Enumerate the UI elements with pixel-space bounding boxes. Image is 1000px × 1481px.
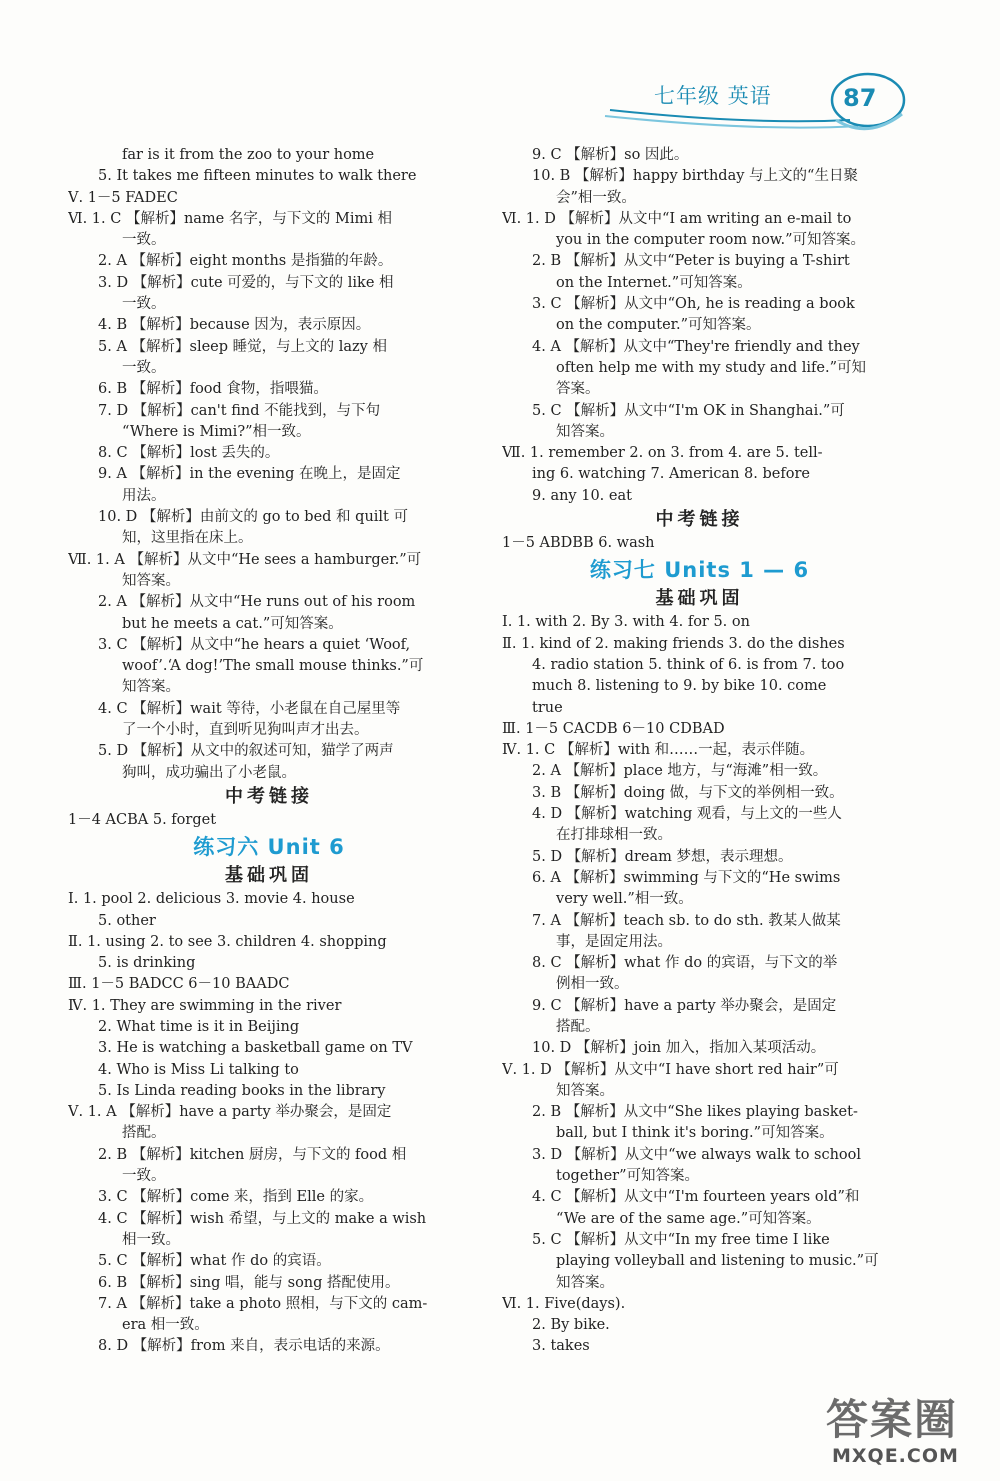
answer-line: 一致。 [122,232,166,249]
answer-line: 5. is drinking [98,955,196,972]
answer-line: Ⅱ. 1. kind of 2. making friends 3. do the dishes [502,635,845,652]
answer-line: Ⅳ. 1. They are swimming in the river [68,997,342,1014]
answer-line: 9. A 【解析】in the evening 在晚上，是固定 [98,466,401,483]
answer-line: together”可知答案。 [556,1168,700,1185]
answer-line: 搭配。 [556,1018,600,1035]
right-column [502,145,897,1358]
answer-line: 事，是固定用法。 [556,933,672,950]
answer-line: 1－4 ACBA 5. forget [68,811,217,828]
answer-line: 10. D 【解析】join 加入，指加入某项活动。 [532,1040,826,1057]
answer-line: 了一个小时，直到听见狗叫声才出去。 [122,722,369,739]
answer-line: 4. C 【解析】wish 希望，与上文的 make a wish [98,1210,427,1227]
answer-line: 知答案。 [556,423,614,440]
answer-line: Ⅰ. 1. with 2. By 3. with 4. for 5. on [502,614,750,631]
answer-line: very well.”相一致。 [556,891,693,908]
exercise-title: 练习六 Unit 6 [193,835,345,860]
answer-line: Ⅵ. 1. Five(days). [502,1295,626,1312]
answer-line: 3. D 【解析】从文中“we always walk to school [532,1146,862,1163]
answer-line: 5. C 【解析】what 作 do 的宾语。 [98,1253,331,1270]
answer-line: Ⅵ. 1. C 【解析】name 名字，与下文的 Mimi 相 [68,210,392,227]
answer-line: you in the computer room now.”可知答案。 [556,232,866,249]
answer-line: Ⅴ. 1. A 【解析】have a party 举办聚会，是固定 [68,1104,392,1121]
answer-line: 4. A 【解析】从文中“They're friendly and they [532,338,860,355]
answer-line: 4. radio station 5. think of 6. is from 7. too [532,656,845,673]
watermark-logo [820,1385,990,1475]
answer-line: 6. A 【解析】swimming 与下文的“He swims [532,869,841,886]
answer-line: far is it from the zoo to your home [122,147,375,163]
section-heading: 基础巩固 [225,865,313,887]
answer-line: 会”相一致。 [556,189,636,206]
answer-line: 一致。 [122,359,166,376]
answer-line: Ⅰ. 1. pool 2. delicious 3. movie 4. house [68,891,355,908]
watermark-cn: 答案圈 [826,1395,959,1444]
answer-line: 9. C 【解析】have a party 举办聚会，是固定 [532,997,837,1014]
answer-line: Ⅲ. 1－5 BADCC 6－10 BAADC [68,976,290,993]
answer-line: ing 6. watching 7. American 8. before [532,466,810,483]
answer-line: Ⅶ. 1. remember 2. on 3. from 4. are 5. tell- [502,445,823,462]
answer-line: 一致。 [122,1168,166,1185]
answer-line: 2. A 【解析】从文中“He runs out of his room [98,594,416,611]
answer-line: 用法。 [122,487,166,504]
answer-line: 10. D 【解析】由前文的 go to bed 和 quilt 可 [98,509,408,526]
answer-line: often help me with my study and life.”可知 [556,359,867,376]
answer-line: 5. A 【解析】sleep 睡觉，与上文的 lazy 相 [98,338,387,355]
answer-line: 8. C 【解析】what 作 do 的宾语，与下文的举 [532,955,838,972]
answer-line: 2. A 【解析】eight months 是指猫的年龄。 [98,253,393,270]
answer-line: 2. B 【解析】kitchen 厨房，与下文的 food 相 [98,1146,407,1163]
answer-line: 答案。 [556,381,600,398]
answer-line: 5. It takes me fifteen minutes to walk there [98,168,417,185]
answer-line: woof’.‘A dog!’The small mouse thinks.”可 [122,658,424,675]
answer-line: on the Internet.”可知答案。 [556,274,752,291]
answer-line: Ⅱ. 1. using 2. to see 3. children 4. shopping [68,933,387,950]
answer-line: much 8. listening to 9. by bike 10. come [532,678,827,695]
answer-line: 4. B 【解析】because 因为，表示原因。 [98,317,371,334]
answer-line: 9. any 10. eat [532,487,632,504]
answer-line: 4. C 【解析】从文中“I'm fourteen years old”和 [532,1189,860,1206]
answer-line: 5. other [98,912,156,929]
answer-line: 例相一致。 [556,976,629,993]
answer-line: 8. D 【解析】from 来自，表示电话的来源。 [98,1338,390,1355]
answer-line: 9. C 【解析】so 因此。 [532,147,689,163]
answer-line: on the computer.”可知答案。 [556,317,761,334]
answer-line: Ⅶ. 1. A 【解析】从文中“He sees a hamburger.”可 [68,551,422,568]
answer-line: Ⅴ. 1. D 【解析】从文中“I have short red hair”可 [502,1061,839,1078]
answer-line: 知答案。 [122,679,180,696]
answer-line: 3. B 【解析】doing 做，与下文的举例相一致。 [532,784,844,801]
answer-line: 相一致。 [122,1231,180,1248]
answer-line: 知，这里指在床上。 [122,530,253,547]
answer-line: 3. C 【解析】从文中“he hears a quiet ‘Woof, [98,636,411,653]
answer-line: 3. D 【解析】cute 可爱的，与下文的 like 相 [98,274,394,291]
page-header [600,70,940,145]
answer-line: 4. C 【解析】wait 等待，小老鼠在自己屋里等 [98,700,401,717]
answer-line: 5. Is Linda reading books in the library [98,1082,386,1099]
answer-line: 3. takes [532,1338,590,1355]
answer-line: 8. C 【解析】lost 丢失的。 [98,445,280,462]
answer-line: 5. D 【解析】从文中的叙述可知，猫学了两声 [98,743,394,760]
exercise-title: 练习七 Units 1 — 6 [589,558,810,583]
page-number: 87 [843,84,877,112]
answer-line: 在打排球相一致。 [556,827,672,844]
answer-line: 搭配。 [122,1125,166,1142]
answer-line: playing volleyball and listening to music.”可 [556,1253,879,1270]
answer-line: 3. C 【解析】come 来，指到 Elle 的家。 [98,1189,374,1206]
answer-line: era 相一致。 [122,1317,209,1334]
section-heading: 中考链接 [225,785,313,807]
answer-line: 4. Who is Miss Li talking to [98,1061,299,1078]
answer-line: 7. A 【解析】take a photo 照相，与下文的 cam- [98,1295,428,1312]
answer-line: but he meets a cat.”可知答案。 [122,615,343,632]
answer-line: 7. A 【解析】teach sb. to do sth. 教某人做某 [532,912,841,929]
answer-line: Ⅲ. 1－5 CACDB 6－10 CDBAD [502,720,725,737]
answer-line: 2. What time is it in Beijing [98,1018,300,1035]
left-column [68,145,470,1358]
answer-line: 5. C 【解析】从文中“In my free time I like [532,1231,830,1248]
answer-line: 2. B 【解析】从文中“She likes playing basket- [532,1104,858,1121]
answer-line: “Where is Mimi?”相一致。 [122,423,311,440]
answer-line: 知答案。 [556,1082,614,1099]
answer-line: Ⅴ. 1－5 FADEC [68,189,178,206]
answer-line: 知答案。 [556,1274,614,1291]
answer-line: 狗叫，成功骗出了小老鼠。 [122,764,296,781]
answer-line: 3. C 【解析】从文中“Oh, he is reading a book [532,296,855,313]
header-title: 七年级 英语 [654,84,772,108]
answer-line: 2. By bike. [532,1317,610,1334]
answer-line: 4. D 【解析】watching 观看，与上文的一些人 [532,806,842,823]
answer-line: 6. B 【解析】sing 唱，能与 song 搭配使用。 [98,1274,400,1291]
answer-line: 知答案。 [122,572,180,589]
answer-line: 5. D 【解析】dream 梦想，表示理想。 [532,848,793,865]
answer-line: 7. D 【解析】can't find 不能找到，与下句 [98,402,381,419]
answer-line: Ⅳ. 1. C 【解析】with 和……一起，表示伴随。 [502,742,815,759]
answer-line: Ⅵ. 1. D 【解析】从文中“I am writing an e-mail to [502,210,852,227]
section-heading: 中考链接 [655,509,744,531]
answer-line: 6. B 【解析】food 食物，指喂猫。 [98,381,328,398]
answer-line: 2. B 【解析】从文中“Peter is buying a T-shirt [532,253,850,270]
answer-line: 2. A 【解析】place 地方，与“海滩”相一致。 [532,763,828,780]
answer-line: 3. He is watching a basketball game on TV [98,1040,413,1057]
watermark-en: MXQE.COM [832,1445,959,1467]
answer-line: 5. C 【解析】从文中“I'm OK in Shanghai.”可 [532,402,845,419]
answer-line: 1－5 ABDBB 6. wash [502,535,655,552]
section-heading: 基础巩固 [655,588,744,610]
answer-line: true [532,699,563,716]
answer-line: ball, but I think it's boring.”可知答案。 [556,1125,834,1142]
answer-line: 一致。 [122,296,166,313]
answer-line: “We are of the same age.”可知答案。 [556,1210,821,1227]
answer-line: 10. B 【解析】happy birthday 与上文的“生日聚 [532,168,858,185]
